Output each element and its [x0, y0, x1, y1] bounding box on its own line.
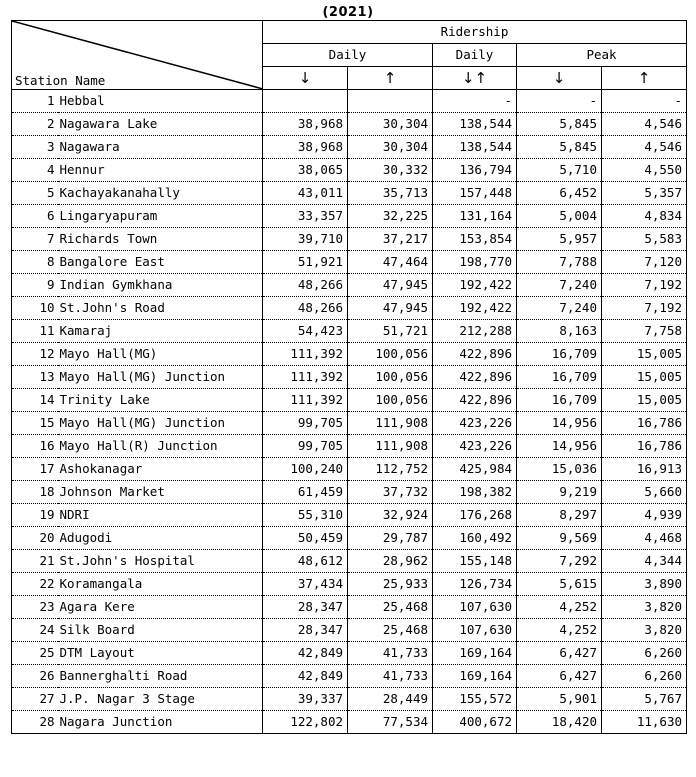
daily-up-value: 30,332	[348, 159, 433, 182]
peak-up-value: 4,550	[602, 159, 687, 182]
row-number: 8	[12, 251, 58, 274]
peak-up-value: 6,260	[602, 642, 687, 665]
daily-down-value: 51,921	[263, 251, 348, 274]
peak-up-value: 16,786	[602, 435, 687, 458]
table-row	[12, 481, 687, 504]
station-name: NDRI	[58, 504, 263, 527]
arrow-down-icon: ↓	[263, 67, 348, 90]
table-row	[12, 159, 687, 182]
table-row	[12, 458, 687, 481]
station-name: Bannerghalti Road	[58, 665, 263, 688]
daily-up-value: 25,933	[348, 573, 433, 596]
peak-up-value: 5,357	[602, 182, 687, 205]
station-name: Indian Gymkhana	[58, 274, 263, 297]
station-name-header: Station Name	[15, 73, 106, 88]
peak-down-value: 5,845	[517, 136, 602, 159]
daily-both-value: 198,382	[433, 481, 517, 504]
daily-up-value: 25,468	[348, 619, 433, 642]
header-corner-cell	[12, 21, 263, 90]
peak-up-value: 5,660	[602, 481, 687, 504]
daily-both-value: 136,794	[433, 159, 517, 182]
station-name: Koramangala	[58, 573, 263, 596]
daily-down-value: 37,434	[263, 573, 348, 596]
row-number: 23	[12, 596, 58, 619]
row-number: 1	[12, 90, 58, 113]
daily-up-value: 47,945	[348, 274, 433, 297]
daily-both-value: 192,422	[433, 297, 517, 320]
daily-header: Daily	[263, 44, 433, 67]
peak-down-value: 9,219	[517, 481, 602, 504]
peak-down-value: 5,957	[517, 228, 602, 251]
station-name: Ashokanagar	[58, 458, 263, 481]
table-row	[12, 435, 687, 458]
peak-down-value: 4,252	[517, 619, 602, 642]
table-row	[12, 688, 687, 711]
station-name: Mayo Hall(MG) Junction	[58, 366, 263, 389]
peak-down-value: 5,615	[517, 573, 602, 596]
daily-both-value: 169,164	[433, 665, 517, 688]
peak-down-value: 6,427	[517, 665, 602, 688]
daily-both-header: Daily	[433, 44, 517, 67]
arrow-up-icon: ↑	[602, 67, 687, 90]
table-row	[12, 665, 687, 688]
peak-up-value: 7,192	[602, 274, 687, 297]
daily-up-value: 100,056	[348, 366, 433, 389]
daily-both-value: 107,630	[433, 596, 517, 619]
row-number: 27	[12, 688, 58, 711]
table-row	[12, 389, 687, 412]
peak-down-value: 18,420	[517, 711, 602, 734]
station-name: Silk Board	[58, 619, 263, 642]
peak-down-value: 6,452	[517, 182, 602, 205]
station-name: Hebbal	[58, 90, 263, 113]
peak-down-value: 6,427	[517, 642, 602, 665]
daily-up-value: 41,733	[348, 665, 433, 688]
row-number: 26	[12, 665, 58, 688]
peak-up-value: 11,630	[602, 711, 687, 734]
row-number: 2	[12, 113, 58, 136]
table-row	[12, 205, 687, 228]
daily-down-value: 61,459	[263, 481, 348, 504]
peak-up-value: 15,005	[602, 366, 687, 389]
table-row	[12, 136, 687, 159]
daily-both-value: 153,854	[433, 228, 517, 251]
peak-down-value: 7,788	[517, 251, 602, 274]
peak-up-value: 15,005	[602, 343, 687, 366]
peak-down-value: 5,845	[517, 113, 602, 136]
peak-up-value: -	[602, 90, 687, 113]
station-name: Kachayakanahally	[58, 182, 263, 205]
table-row	[12, 527, 687, 550]
daily-down-value: 38,065	[263, 159, 348, 182]
peak-up-value: 16,913	[602, 458, 687, 481]
peak-down-value: 7,240	[517, 274, 602, 297]
peak-down-value: 16,709	[517, 343, 602, 366]
daily-both-value: 160,492	[433, 527, 517, 550]
daily-up-value: 47,464	[348, 251, 433, 274]
row-number: 24	[12, 619, 58, 642]
table-row	[12, 366, 687, 389]
station-name: Mayo Hall(MG)	[58, 343, 263, 366]
daily-both-value: 131,164	[433, 205, 517, 228]
daily-up-value: 100,056	[348, 343, 433, 366]
daily-down-value: 28,347	[263, 619, 348, 642]
peak-down-value: -	[517, 90, 602, 113]
station-name: Bangalore East	[58, 251, 263, 274]
station-name: St.John's Road	[58, 297, 263, 320]
station-name: Kamaraj	[58, 320, 263, 343]
table-row	[12, 90, 687, 113]
peak-down-value: 5,004	[517, 205, 602, 228]
daily-both-value: 422,896	[433, 389, 517, 412]
peak-down-value: 16,709	[517, 389, 602, 412]
daily-both-value: 422,896	[433, 366, 517, 389]
daily-up-value: 111,908	[348, 412, 433, 435]
peak-down-value: 5,901	[517, 688, 602, 711]
table-row	[12, 642, 687, 665]
daily-down-value: 42,849	[263, 665, 348, 688]
daily-down-value: 48,266	[263, 274, 348, 297]
row-number: 14	[12, 389, 58, 412]
table-row	[12, 251, 687, 274]
daily-both-value: 400,672	[433, 711, 517, 734]
peak-up-value: 5,767	[602, 688, 687, 711]
peak-up-value: 7,120	[602, 251, 687, 274]
daily-both-value: 425,984	[433, 458, 517, 481]
peak-up-value: 3,820	[602, 596, 687, 619]
table-row	[12, 297, 687, 320]
daily-down-value: 38,968	[263, 136, 348, 159]
daily-up-value: 47,945	[348, 297, 433, 320]
daily-up-value: 77,534	[348, 711, 433, 734]
daily-down-value: 111,392	[263, 366, 348, 389]
daily-up-value: 37,217	[348, 228, 433, 251]
station-name: Lingaryapuram	[58, 205, 263, 228]
daily-down-value: 48,266	[263, 297, 348, 320]
table-row	[12, 274, 687, 297]
daily-down-value: 99,705	[263, 412, 348, 435]
peak-up-value: 4,546	[602, 136, 687, 159]
row-number: 20	[12, 527, 58, 550]
row-number: 10	[12, 297, 58, 320]
daily-down-value: 55,310	[263, 504, 348, 527]
table-row	[12, 113, 687, 136]
daily-down-value: 111,392	[263, 343, 348, 366]
daily-down-value: 48,612	[263, 550, 348, 573]
peak-up-value: 4,546	[602, 113, 687, 136]
daily-both-value: 423,226	[433, 435, 517, 458]
row-number: 11	[12, 320, 58, 343]
peak-down-value: 4,252	[517, 596, 602, 619]
station-name: Mayo Hall(MG) Junction	[58, 412, 263, 435]
daily-up-value: 37,732	[348, 481, 433, 504]
station-name: J.P. Nagar 3 Stage	[58, 688, 263, 711]
station-name: Adugodi	[58, 527, 263, 550]
table-row	[12, 320, 687, 343]
daily-down-value: 39,337	[263, 688, 348, 711]
daily-up-value: 30,304	[348, 136, 433, 159]
daily-down-value	[263, 90, 348, 113]
daily-down-value: 54,423	[263, 320, 348, 343]
table-row	[12, 504, 687, 527]
row-number: 22	[12, 573, 58, 596]
daily-up-value: 28,962	[348, 550, 433, 573]
peak-down-value: 15,036	[517, 458, 602, 481]
peak-up-value: 4,468	[602, 527, 687, 550]
daily-up-value: 35,713	[348, 182, 433, 205]
daily-down-value: 42,849	[263, 642, 348, 665]
daily-both-value: 157,448	[433, 182, 517, 205]
peak-up-value: 3,820	[602, 619, 687, 642]
arrow-up-icon: ↑	[348, 67, 433, 90]
station-name: Hennur	[58, 159, 263, 182]
station-name: Nagara Junction	[58, 711, 263, 734]
peak-up-value: 4,344	[602, 550, 687, 573]
table-row	[12, 182, 687, 205]
row-number: 9	[12, 274, 58, 297]
daily-up-value: 28,449	[348, 688, 433, 711]
peak-down-value: 7,292	[517, 550, 602, 573]
row-number: 28	[12, 711, 58, 734]
daily-up-value: 100,056	[348, 389, 433, 412]
row-number: 15	[12, 412, 58, 435]
peak-up-value: 6,260	[602, 665, 687, 688]
daily-up-value: 51,721	[348, 320, 433, 343]
row-number: 16	[12, 435, 58, 458]
peak-up-value: 15,005	[602, 389, 687, 412]
daily-both-value: 138,544	[433, 136, 517, 159]
peak-down-value: 16,709	[517, 366, 602, 389]
peak-down-value: 5,710	[517, 159, 602, 182]
daily-both-value: 138,544	[433, 113, 517, 136]
daily-both-value: 176,268	[433, 504, 517, 527]
daily-both-value: 169,164	[433, 642, 517, 665]
table-body	[12, 90, 687, 734]
station-name: Agara Kere	[58, 596, 263, 619]
arrow-both-icon: ↓↑	[433, 67, 517, 90]
station-name: Richards Town	[58, 228, 263, 251]
station-name: Trinity Lake	[58, 389, 263, 412]
row-number: 25	[12, 642, 58, 665]
row-number: 17	[12, 458, 58, 481]
daily-up-value	[348, 90, 433, 113]
daily-down-value: 28,347	[263, 596, 348, 619]
table-row	[12, 412, 687, 435]
ridership-table	[11, 20, 687, 734]
daily-down-value: 38,968	[263, 113, 348, 136]
row-number: 6	[12, 205, 58, 228]
daily-up-value: 30,304	[348, 113, 433, 136]
daily-up-value: 32,225	[348, 205, 433, 228]
ridership-header: Ridership	[263, 21, 687, 44]
daily-both-value: 423,226	[433, 412, 517, 435]
daily-up-value: 41,733	[348, 642, 433, 665]
daily-both-value: 126,734	[433, 573, 517, 596]
station-name: Nagawara Lake	[58, 113, 263, 136]
station-name: Mayo Hall(R) Junction	[58, 435, 263, 458]
daily-both-value: 198,770	[433, 251, 517, 274]
row-number: 12	[12, 343, 58, 366]
table-year-label: (2021)	[322, 5, 374, 20]
daily-both-value: -	[433, 90, 517, 113]
station-name: Johnson Market	[58, 481, 263, 504]
peak-down-value: 8,163	[517, 320, 602, 343]
station-name: DTM Layout	[58, 642, 263, 665]
daily-down-value: 43,011	[263, 182, 348, 205]
daily-down-value: 50,459	[263, 527, 348, 550]
row-number: 7	[12, 228, 58, 251]
peak-header: Peak	[517, 44, 687, 67]
daily-both-value: 212,288	[433, 320, 517, 343]
row-number: 3	[12, 136, 58, 159]
daily-both-value: 155,572	[433, 688, 517, 711]
table-row	[12, 596, 687, 619]
daily-down-value: 99,705	[263, 435, 348, 458]
daily-both-value: 192,422	[433, 274, 517, 297]
station-name: Nagawara	[58, 136, 263, 159]
daily-up-value: 111,908	[348, 435, 433, 458]
table-row	[12, 228, 687, 251]
daily-up-value: 32,924	[348, 504, 433, 527]
daily-up-value: 29,787	[348, 527, 433, 550]
daily-up-value: 112,752	[348, 458, 433, 481]
peak-up-value: 4,939	[602, 504, 687, 527]
peak-up-value: 16,786	[602, 412, 687, 435]
station-name: St.John's Hospital	[58, 550, 263, 573]
peak-up-value: 7,192	[602, 297, 687, 320]
row-number: 19	[12, 504, 58, 527]
row-number: 4	[12, 159, 58, 182]
table-row	[12, 573, 687, 596]
peak-up-value: 3,890	[602, 573, 687, 596]
peak-down-value: 14,956	[517, 412, 602, 435]
table-row	[12, 343, 687, 366]
row-number: 18	[12, 481, 58, 504]
row-number: 21	[12, 550, 58, 573]
peak-down-value: 14,956	[517, 435, 602, 458]
peak-down-value: 7,240	[517, 297, 602, 320]
table-row	[12, 550, 687, 573]
daily-down-value: 39,710	[263, 228, 348, 251]
peak-up-value: 4,834	[602, 205, 687, 228]
peak-up-value: 7,758	[602, 320, 687, 343]
daily-down-value: 111,392	[263, 389, 348, 412]
daily-down-value: 100,240	[263, 458, 348, 481]
daily-both-value: 422,896	[433, 343, 517, 366]
table-row	[12, 711, 687, 734]
table-row	[12, 619, 687, 642]
daily-down-value: 122,802	[263, 711, 348, 734]
row-number: 5	[12, 182, 58, 205]
daily-down-value: 33,357	[263, 205, 348, 228]
row-number: 13	[12, 366, 58, 389]
peak-down-value: 9,569	[517, 527, 602, 550]
arrow-down-icon: ↓	[517, 67, 602, 90]
daily-both-value: 107,630	[433, 619, 517, 642]
daily-both-value: 155,148	[433, 550, 517, 573]
daily-up-value: 25,468	[348, 596, 433, 619]
peak-up-value: 5,583	[602, 228, 687, 251]
peak-down-value: 8,297	[517, 504, 602, 527]
